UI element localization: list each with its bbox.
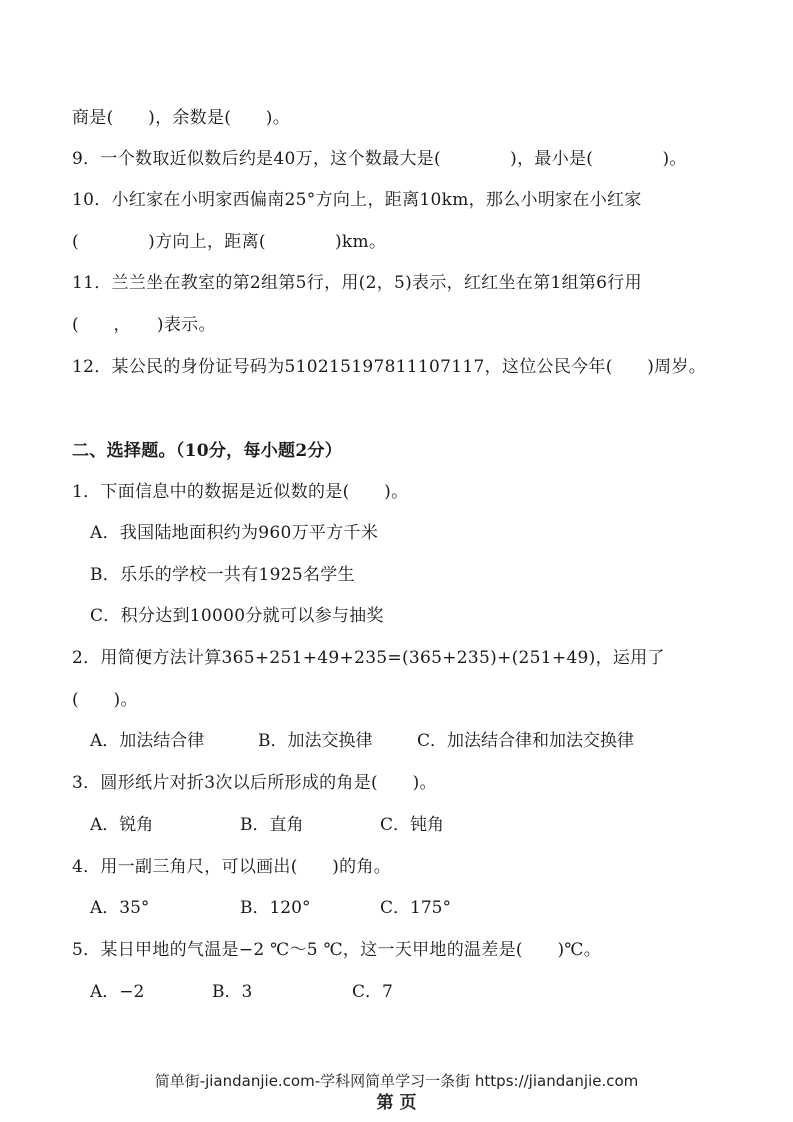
option-a: A．加法结合律 [90,731,205,751]
option-c: C．加法结合律和加法交换律 [417,731,635,751]
question-10: 10．小红家在小明家西偏南25°方向上，距离10km，那么小明家在小红家 [72,190,642,210]
text-line: 商是( )，余数是( )。 [72,108,291,128]
mc-question-2-continued: ( )。 [72,690,138,710]
mc-question-2: 2．用简便方法计算365+251+49+235=(365+235)+(251+49)，运用了 [72,648,665,668]
option-c: C．积分达到10000分就可以参与抽奖 [90,606,384,626]
option-b: B．乐乐的学校一共有1925名学生 [90,565,355,585]
mc-question-4: 4．用一副三角尺，可以画出( )的角。 [72,857,392,877]
mc-question-3: 3．圆形纸片对折3次以后所形成的角是( )。 [72,773,437,793]
option-b: B．120° [240,898,311,918]
question-9: 9．一个数取近似数后约是40万，这个数最大是( )，最小是( )。 [72,149,687,169]
option-b: B．加法交换律 [258,731,373,751]
question-10-continued: ( )方向上，距离( )km。 [72,232,387,252]
question-12: 12．某公民的身份证号码为510215197811107117，这位公民今年( )周岁。 [72,357,707,377]
option-c: C．7 [352,982,393,1002]
option-b: B．3 [212,982,253,1002]
option-a: A．35° [90,898,150,918]
option-a: A．−2 [90,982,145,1002]
footer-source: 简单街-jiandanjie.com-学科网简单学习一条街 https://jiandanjie.com [154,1072,639,1090]
mc-question-1: 1．下面信息中的数据是近似数的是( )。 [72,482,409,502]
section-heading: 二、选择题。（10分，每小题2分） [72,441,343,461]
option-c: C．175° [380,898,451,918]
option-c: C．钝角 [380,815,445,835]
question-11-continued: ( ， )表示。 [72,315,216,335]
option-a: A．锐角 [90,815,154,835]
question-11: 11．兰兰坐在教室的第2组第5行，用(2，5)表示，红红坐在第1组第6行用 [72,273,642,293]
option-b: B．直角 [240,815,304,835]
option-a: A．我国陆地面积约为960万平方千米 [90,523,379,543]
page-number: 第 页 [376,1093,417,1113]
mc-question-5: 5．某日甲地的气温是−2 ℃～5 ℃，这一天甲地的温差是( )℃。 [72,940,602,960]
